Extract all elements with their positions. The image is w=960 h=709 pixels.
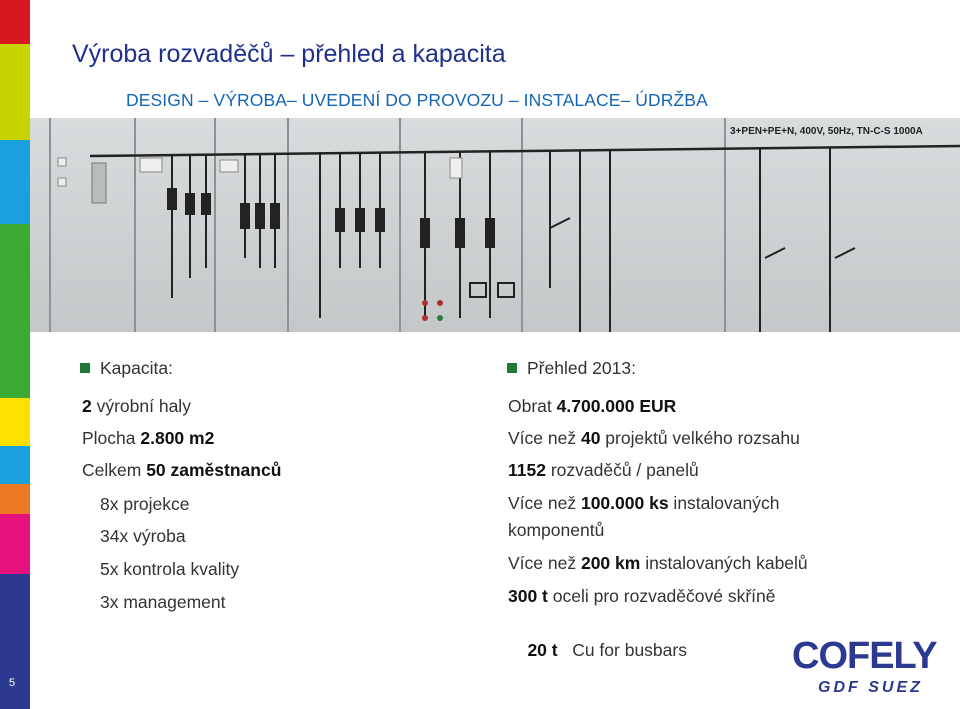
- slide-title: Výroba rozvaděčů – přehled a kapacita: [72, 40, 506, 68]
- copper-line: 20 t Cu for busbars: [527, 640, 687, 660]
- bullet-icon: [80, 363, 90, 373]
- area-line: Plocha 2.800 m2: [82, 428, 215, 448]
- staff-line: Celkem 50 zaměstnanců: [82, 460, 282, 480]
- overview-heading: Přehled 2013:: [507, 358, 636, 379]
- slide-number: 5: [9, 677, 16, 689]
- components-line: Více než 100.000 ks instalovaných: [508, 493, 780, 513]
- breakdown-item: 34x výroba: [100, 526, 186, 546]
- cofely-logo: [790, 632, 950, 700]
- slide-subtitle: DESIGN – VÝROBA– UVEDENÍ DO PROVOZU – INSTALACE– ÚDRŽBA: [126, 90, 708, 110]
- components-line-2: komponentů: [508, 520, 605, 540]
- turnover-line: Obrat 4.700.000 EUR: [508, 396, 677, 416]
- panel-label: 3+PEN+PE+N, 400V, 50Hz, TN-C-S 1000A: [730, 126, 923, 137]
- switchboard-photo: [30, 118, 960, 332]
- projects-line: Více než 40 projektů velkého rozsahu: [508, 428, 800, 448]
- halls-line: 2 výrobní haly: [82, 396, 191, 416]
- breakdown-item: 8x projekce: [100, 494, 190, 514]
- breakdown-item: 5x kontrola kvality: [100, 559, 240, 579]
- logo-sub: GDF SUEZ: [818, 679, 923, 696]
- logo-brand: COFELY: [792, 635, 937, 677]
- capacity-heading: Kapacita:: [80, 358, 173, 379]
- cables-line: Více než 200 km instalovaných kabelů: [508, 553, 808, 573]
- panels-line: 1152 rozvaděčů / panelů: [508, 460, 699, 480]
- breakdown-item: 3x management: [100, 592, 226, 612]
- bullet-icon: [507, 363, 517, 373]
- steel-line: 300 t oceli pro rozvaděčové skříně: [508, 586, 776, 606]
